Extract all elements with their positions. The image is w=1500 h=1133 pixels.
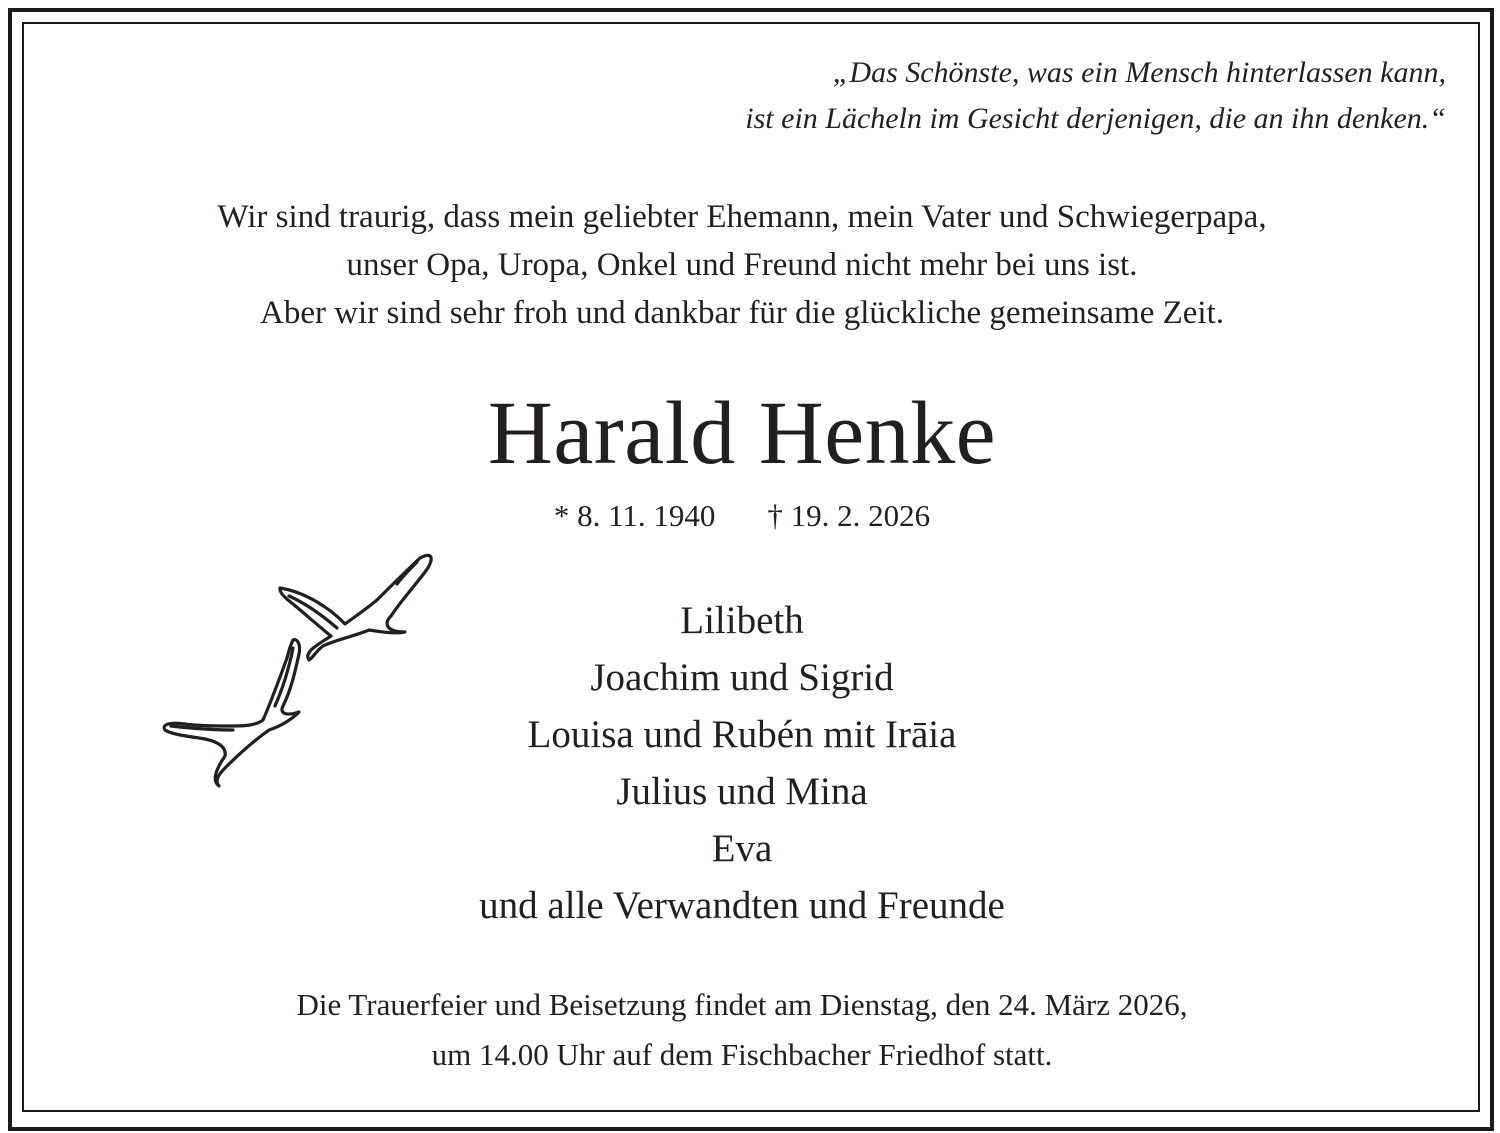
birth-date: * 8. 11. 1940 [553,498,716,533]
funeral-service-info [0,980,1484,1080]
mourner-line: Lilibeth [680,599,804,642]
quote-line-1: „Das Schönste, was ein Mensch hinterlassen kann, [832,56,1446,89]
quote-line-2: ist ein Lächeln im Gesicht derjenigen, die an ihn denken.“ [745,102,1446,135]
mourner-line: Louisa und Rubén mit Irāia [527,713,957,756]
mourner-line: und alle Verwandten und Freunde [479,884,1005,927]
deceased-name: Harald Henke [487,384,997,483]
life-dates [0,496,1484,536]
intro-line-1: Wir sind traurig, dass mein geliebter Ehemann, mein Vater und Schwiegerpapa, [217,199,1267,235]
mourner-line: Joachim und Sigrid [590,656,894,699]
mourners-list [0,592,1484,934]
service-line-1: Die Trauerfeier und Beisetzung findet am Dienstag, den 24. März 2026, [296,987,1188,1022]
intro-line-2: unser Opa, Uropa, Onkel und Freund nicht mehr bei uns ist. [346,247,1138,283]
intro-text [0,193,1484,337]
mourner-line: Eva [711,827,773,870]
service-line-2: um 14.00 Uhr auf dem Fischbacher Friedhof statt. [431,1037,1053,1072]
memorial-quote [745,50,1446,142]
intro-line-3: Aber wir sind sehr froh und dankbar für die glückliche gemeinsame Zeit. [259,295,1225,331]
mourner-line: Julius und Mina [616,770,868,813]
death-date: † 19. 2. 2026 [767,498,931,533]
